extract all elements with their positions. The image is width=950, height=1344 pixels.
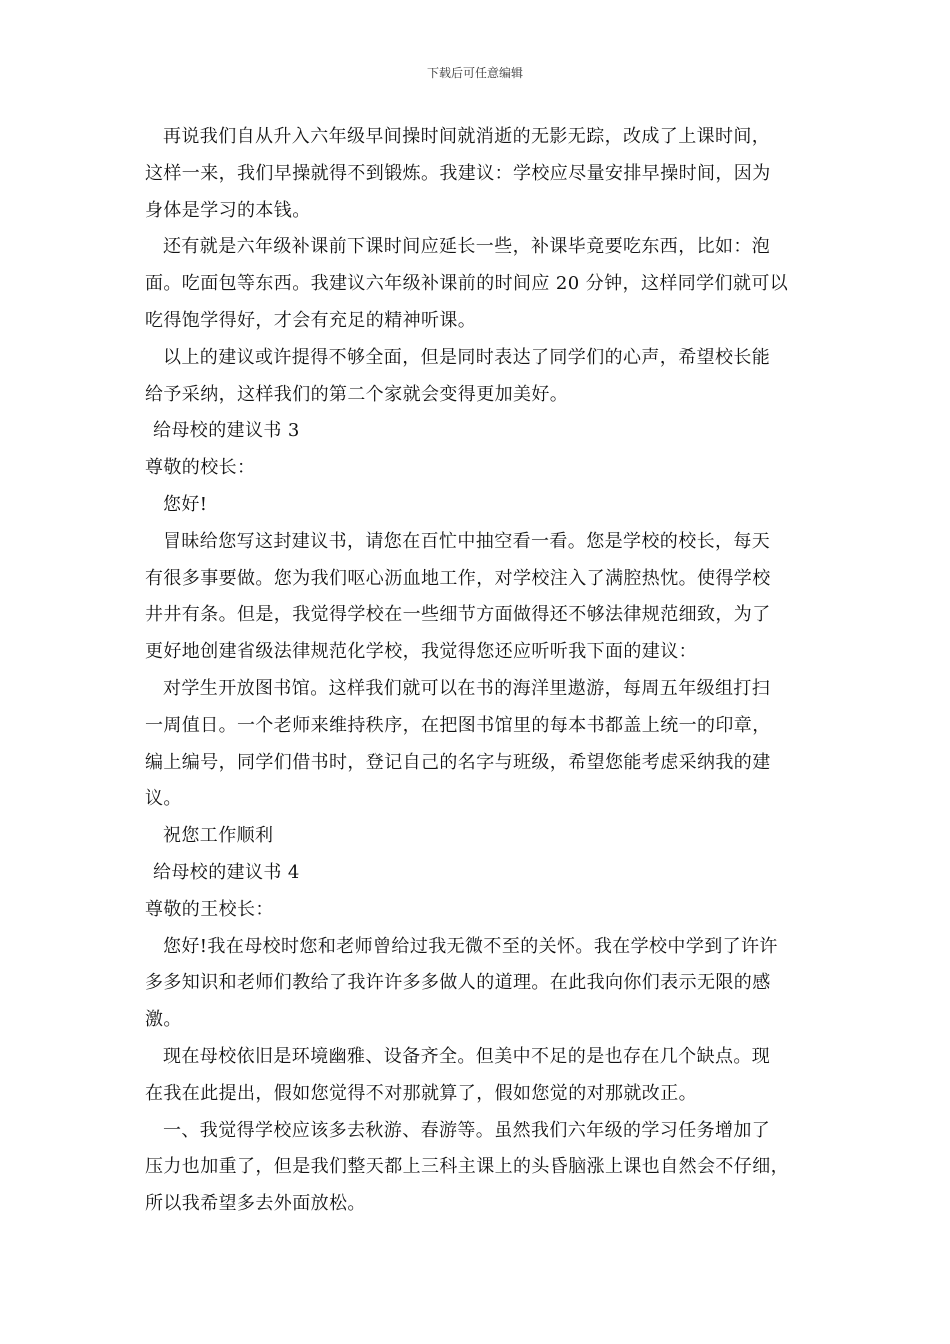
text-line: 激。 [145,1009,182,1031]
text-line: 在我在此提出，假如您觉得不对那就算了，假如您觉的对那就改正。 [145,1082,697,1104]
text-line: 面。吃面包等东西。我建议六年级补课前的时间应 20 分钟，这样同学们就可以 [145,273,789,295]
text-line: 现在母校依旧是环境幽雅、设备齐全。但美中不足的是也存在几个缺点。现 [163,1045,771,1067]
text-line: 所以我希望多去外面放松。 [145,1193,366,1215]
text-line: 以上的建议或许提得不够全面，但是同时表达了同学们的心声，希望校长能 [163,346,771,368]
text-line: 身体是学习的本钱。 [145,199,311,221]
text-line: 再说我们自从升入六年级早间操时间就消逝的无影无踪，改成了上课时间， [163,126,771,147]
text-line: 有很多事要做。您为我们呕心沥血地工作，对学校注入了满腔热忱。使得学校 [145,567,771,589]
text-line: 一、我觉得学校应该多去秋游、春游等。虽然我们六年级的学习任务增加了 [163,1119,771,1141]
text-line: 压力也加重了，但是我们整天都上三科主课上的头昏脑涨上课也自然会不仔细， [145,1156,789,1178]
text-line: 多多知识和老师们教给了我许许多多做人的道理。在此我向你们表示无限的感 [145,972,771,994]
text-line: 编上编号，同学们借书时，登记自己的名字与班级，希望您能考虑采纳我的建 [145,751,771,773]
document-body [145,119,825,1223]
greeting: 您好! [163,493,208,515]
section-heading: 给母校的建议书 3 [153,420,300,442]
page-header: 下载后可任意编辑 [426,66,523,80]
text-line: 您好!我在母校时您和老师曾给过我无微不至的关怀。我在学校中学到了许许 [163,935,778,957]
closing: 祝您工作顺利 [163,825,274,847]
text-line: 更好地创建省级法律规范化学校，我觉得您还应听听我下面的建议： [145,641,697,663]
text-line: 冒昧给您写这封建议书，请您在百忙中抽空看一看。您是学校的校长，每天 [163,530,771,552]
text-line: 议。 [145,788,182,810]
section-heading: 给母校的建议书 4 [153,861,300,883]
salutation: 尊敬的校长： [145,457,256,479]
text-line: 对学生开放图书馆。这样我们就可以在书的海洋里遨游，每周五年级组打扫 [163,677,771,699]
text-line: 还有就是六年级补课前下课时间应延长一些，补课毕竟要吃东西，比如：泡 [163,236,771,258]
text-line: 吃得饱学得好，才会有充足的精神听课。 [145,309,477,331]
text-line: 井井有条。但是，我觉得学校在一些细节方面做得还不够法律规范细致，为了 [145,604,771,626]
salutation: 尊敬的王校长： [145,898,274,920]
text-line: 这样一来，我们早操就得不到锻炼。我建议：学校应尽量安排早操时间，因为 [145,162,771,184]
text-line: 一周值日。一个老师来维持秩序，在把图书馆里的每本书都盖上统一的印章， [145,714,771,736]
text-line: 给予采纳，这样我们的第二个家就会变得更加美好。 [145,383,569,405]
